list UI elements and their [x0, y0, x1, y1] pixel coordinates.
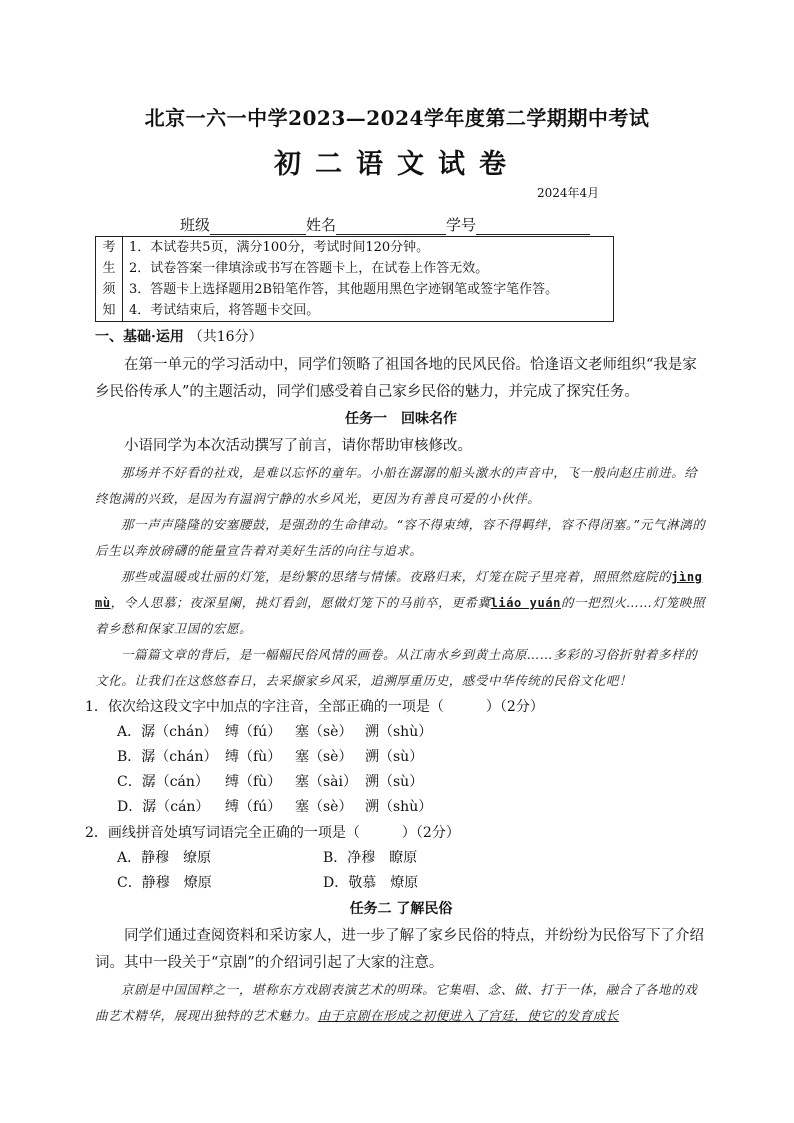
question-1-stem: 1．依次给这段文字中加点的字注音，全部正确的一项是（ ）（2分） — [85, 699, 544, 715]
opera-text: 京剧是中国国粹之一，堪称东方戏剧表演艺术的明珠。它集唱、念、做、打于一体，融合了各地的戏曲艺术精华，展现出独特的艺术魅力。 — [95, 982, 698, 1023]
notice-label-char: 生 — [102, 261, 116, 276]
q1-option[interactable]: A．潺（chán） 缚（fú） 塞（sè） 溯（shù） — [117, 724, 433, 740]
notice-rule: 2．试卷答案一律填涂或书写在答题卡上，在试卷上作答无效。 — [129, 261, 489, 276]
preface-paragraph: 一篇篇文章的背后，是一幅幅民俗风情的画卷。从江南水乡到黄土高原……多彩的习俗折射着多样的文化。让我们在这悠悠春日，去采撷家乡风采，追溯厚重历史，感受中华传统的民俗文化吧！ — [95, 647, 698, 688]
section-basics — [85, 326, 707, 1029]
notice-label-char: 知 — [102, 303, 116, 318]
section-points: （共16分） — [188, 329, 263, 345]
q2-option-row — [95, 871, 707, 896]
name-blank[interactable] — [336, 218, 446, 235]
q1-option[interactable]: D．潺（cán） 缚（fú） 塞（sè） 溯（shù） — [117, 799, 433, 815]
beijing-opera-paragraph — [95, 977, 707, 1029]
preface-text: ，令人思慕；夜深星阑，挑灯看剑，愿做灯笼下的马前卒，更希冀 — [110, 595, 491, 610]
opera-underlined-sentence: 由于京剧在形成之初便进入了宫廷，使它的发育成长 — [317, 1008, 620, 1023]
preface-paragraph: 那场并不好看的社戏，是难以忘怀的童年。小船在潺潺的船头激水的声音中，飞一般向赵庄前进。给终饱满的兴致，是因为有温润宁静的水乡风光，更因为有善良可爱的小伙伴。 — [95, 465, 698, 506]
q1-option[interactable]: B．潺（chán） 缚（fù） 塞（sè） 溯（sù） — [117, 749, 424, 765]
q2-option-row — [95, 846, 707, 871]
q2-option[interactable]: B．净穆 瞭原 — [323, 850, 418, 866]
preface-text: 的一把烈火……灯笼映照着乡愁和保家卫国的宏愿。 — [95, 595, 706, 636]
task2-title: 任务二 了解民俗 — [349, 901, 453, 917]
exam-date: 2024年4月 — [537, 186, 600, 200]
task1-title: 任务一 回味名作 — [345, 411, 457, 427]
notice-label-char: 须 — [102, 282, 116, 297]
notice-label — [96, 237, 123, 321]
q1-option[interactable]: C．潺（cán） 缚（fù） 塞（sài） 溯（sù） — [117, 774, 424, 790]
section-heading — [95, 326, 707, 346]
notice-rule: 3．答题卡上选择题用2B铅笔作答，其他题用黑色字迹钢笔或签字笔作答。 — [129, 282, 559, 297]
question-2-stem: 2．画线拼音处填写词语完全正确的一项是（ ）（2分） — [85, 825, 460, 841]
section-heading-text: 一、基础·运用 — [95, 329, 184, 345]
student-info-line — [180, 214, 590, 235]
exam-title: 北京一六一中学2023—2024学年度第二学期期中考试 — [144, 106, 650, 130]
q2-option[interactable]: D．敬慕 燎原 — [323, 875, 419, 891]
preface-text: 那些或温暖或壮丽的灯笼，是纷繁的思绪与情愫。夜路归来，灯笼在院子里亮着，照照然庭院的 — [121, 569, 672, 584]
pinyin-blank: liáo yuán — [490, 596, 561, 610]
class-label: 班级 — [180, 216, 211, 234]
exam-notice-box — [95, 236, 614, 322]
notice-rule: 1．本试卷共5页，满分100分，考试时间120分钟。 — [129, 240, 430, 255]
name-label: 姓名 — [306, 216, 337, 234]
preface-paragraph — [95, 564, 707, 642]
id-label: 学号 — [446, 216, 477, 234]
q2-option[interactable]: A．静穆 缭原 — [117, 850, 212, 866]
notice-rules — [123, 237, 613, 321]
task2-intro: 同学们通过查阅资料和采访家人，进一步了解了家乡民俗的特点，并纷纷为民俗写下了介绍词。其中一段关于“京剧”的介绍词引起了大家的注意。 — [95, 928, 704, 971]
q2-option[interactable]: C．静穆 燎原 — [117, 875, 212, 891]
notice-label-char: 考 — [102, 240, 116, 255]
notice-rule: 4．考试结束后，将答题卡交回。 — [129, 303, 320, 318]
exam-subtitle: 初二语文试卷 — [274, 149, 520, 180]
id-blank[interactable] — [476, 218, 590, 235]
task1-intro: 小语同学为本次活动撰写了前言，请你帮助审核修改。 — [124, 438, 472, 454]
preface-paragraph: 那一声声隆隆的安塞腰鼓，是强劲的生命律动。“容不得束缚，容不得羁绊，容不得闭塞。”元气淋漓的后生以奔放磅礴的能量宣告着对美好生活的向往与追求。 — [95, 517, 706, 558]
class-blank[interactable] — [210, 218, 306, 235]
section-intro: 在第一单元的学习活动中，同学们领略了祖国各地的民风民俗。恰逢语文老师组织“我是家乡民俗传承人”的主题活动，同学们感受着自己家乡民俗的魅力，并完成了探究任务。 — [95, 357, 697, 400]
pinyin-blank: jìng mù — [95, 570, 703, 610]
